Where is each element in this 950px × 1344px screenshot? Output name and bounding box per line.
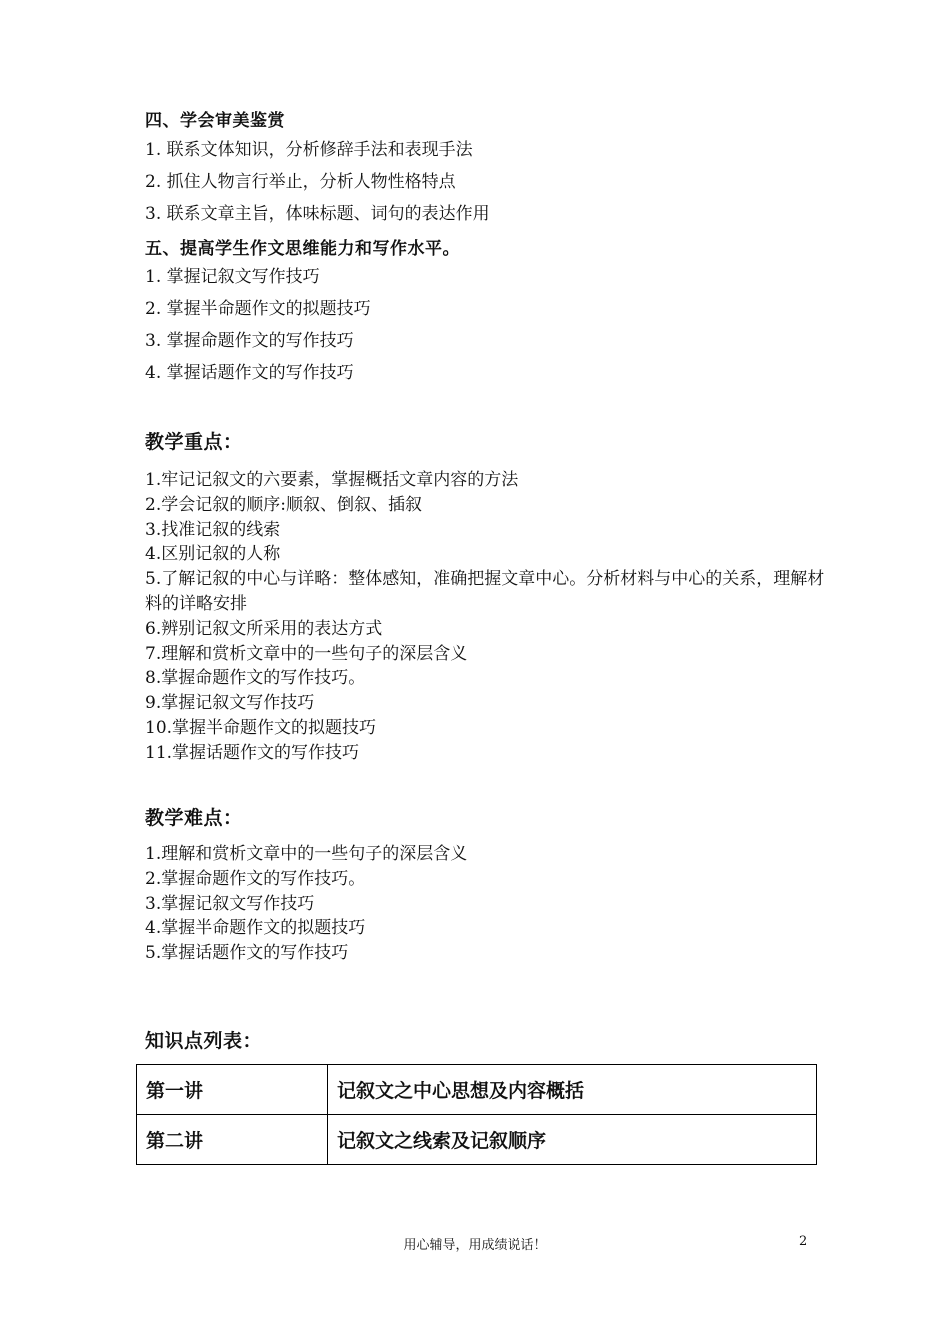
section4-heading: 四、学会审美鉴赏 bbox=[145, 111, 285, 131]
list-item: 3. 掌握命题作文的写作技巧 bbox=[145, 331, 354, 351]
list-item: 1.理解和赏析文章中的一些句子的深层含义 bbox=[145, 844, 468, 864]
section5-heading: 五、提高学生作文思维能力和写作水平。 bbox=[145, 239, 460, 259]
topic-cell: 记叙文之线索及记叙顺序 bbox=[328, 1115, 817, 1165]
key-points-list bbox=[145, 468, 825, 766]
footer-slogan: 用心辅导，用成绩说话！ bbox=[403, 1238, 547, 1253]
table-row bbox=[137, 1115, 817, 1165]
list-item: 7.理解和赏析文章中的一些句子的深层含义 bbox=[145, 643, 468, 664]
table-row bbox=[137, 1065, 817, 1115]
list-item: 1.牢记记叙文的六要素，掌握概括文章内容的方法 bbox=[145, 470, 519, 490]
list-item: 2. 抓住人物言行举止，分析人物性格特点 bbox=[145, 172, 456, 192]
list-item: 3. 联系文章主旨，体味标题、词句的表达作用 bbox=[145, 204, 490, 224]
list-item: 5.掌握话题作文的写作技巧 bbox=[145, 943, 349, 964]
list-item: 4. 掌握话题作文的写作技巧 bbox=[145, 363, 354, 383]
list-item: 6.辨别记叙文所采用的表达方式 bbox=[145, 618, 383, 639]
knowledge-table bbox=[136, 1064, 817, 1165]
list-item: 9.掌握记叙文写作技巧 bbox=[145, 693, 315, 714]
topic-cell: 记叙文之中心思想及内容概括 bbox=[328, 1065, 817, 1115]
list-item: 1. 掌握记叙文写作技巧 bbox=[145, 267, 320, 287]
difficulties-heading: 教学难点： bbox=[145, 807, 243, 829]
list-item: 2.掌握命题作文的写作技巧。 bbox=[145, 868, 366, 889]
list-item: 11.掌握话题作文的写作技巧 bbox=[145, 742, 360, 763]
key-points-heading: 教学重点： bbox=[145, 431, 243, 453]
list-item: 3.掌握记叙文写作技巧 bbox=[145, 893, 315, 914]
page-number: 2 bbox=[799, 1234, 808, 1249]
list-item: 8.掌握命题作文的写作技巧。 bbox=[145, 668, 366, 689]
list-item: 10.掌握半命题作文的拟题技巧 bbox=[145, 717, 377, 738]
difficulties-list bbox=[145, 842, 825, 966]
list-item: 1. 联系文体知识，分析修辞手法和表现手法 bbox=[145, 140, 473, 160]
lecture-cell: 第二讲 bbox=[137, 1115, 328, 1165]
lecture-cell: 第一讲 bbox=[137, 1065, 328, 1115]
list-item: 2. 掌握半命题作文的拟题技巧 bbox=[145, 299, 371, 319]
list-item: 3.找准记叙的线索 bbox=[145, 519, 281, 540]
list-item: 4.区别记叙的人称 bbox=[145, 544, 281, 565]
knowledge-table-heading: 知识点列表： bbox=[145, 1030, 263, 1052]
list-item: 2.学会记叙的顺序:顺叙、倒叙、插叙 bbox=[145, 494, 422, 515]
list-item: 4.掌握半命题作文的拟题技巧 bbox=[145, 918, 366, 939]
list-item: 5.了解记叙的中心与详略：整体感知，准确把握文章中心。分析材料与中心的关系，理解材料的详略安排 bbox=[145, 569, 825, 614]
